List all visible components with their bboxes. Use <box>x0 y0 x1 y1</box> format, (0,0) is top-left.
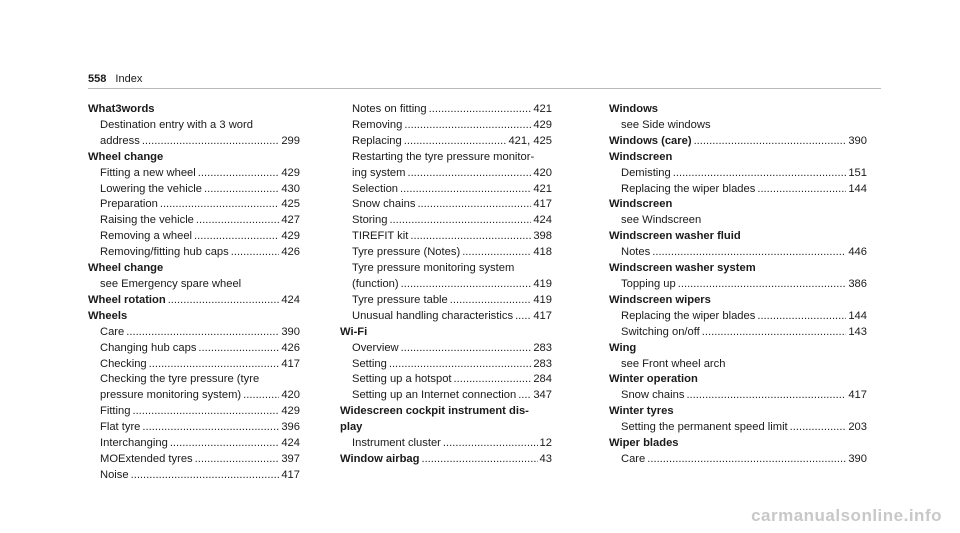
leader-dots <box>410 229 531 245</box>
index-subentry-text: Raising the vehicle <box>100 214 194 227</box>
index-subentry-text: Notes <box>621 246 651 259</box>
index-subentry-text: Replacing the wiper blades <box>621 309 756 322</box>
leader-dots <box>170 436 280 452</box>
index-column-3 <box>609 102 867 468</box>
index-subentry-text: Preparation <box>100 198 158 211</box>
leader-dots <box>198 166 280 182</box>
index-subentry <box>609 420 867 436</box>
index-subentry <box>88 213 300 229</box>
page-ref[interactable]: 203 <box>848 421 867 434</box>
leader-dots <box>678 277 847 293</box>
index-subentry <box>340 293 552 309</box>
wheels-subentries-3 <box>340 102 552 150</box>
wheel-change-subentries <box>88 166 300 261</box>
see-reference[interactable]: see Windscreen <box>621 214 702 227</box>
index-subentry: (function) ..... 419 <box>340 277 552 293</box>
index-keyword: Windows <box>609 103 658 115</box>
index-subentry: ing system ..... 420 <box>340 166 552 182</box>
index-subentry <box>609 325 867 341</box>
leader-dots <box>429 102 532 118</box>
page-ref[interactable]: 397 <box>281 452 300 465</box>
wheels-subentries-2 <box>88 404 300 484</box>
index-column-1 <box>88 102 300 484</box>
index-subentry <box>88 245 300 261</box>
leader-dots <box>231 245 280 261</box>
page-ref[interactable]: 390 <box>848 452 867 465</box>
leader-dots <box>673 166 847 182</box>
index-keyword: Wiper blades <box>609 437 679 450</box>
leader-dots <box>647 452 846 468</box>
leader-dots <box>401 341 532 357</box>
page-ref[interactable]: 430 <box>281 182 300 195</box>
leader-dots <box>518 388 531 404</box>
index-subentry-text: MOExtended tyres <box>100 452 193 465</box>
page-ref[interactable]: 396 <box>281 421 300 434</box>
index-subentry <box>609 388 867 404</box>
page-ref[interactable]: 426 <box>281 246 300 259</box>
page-ref[interactable]: 390 <box>848 134 867 147</box>
page-ref[interactable]: 429 <box>533 118 552 131</box>
index-subentry-text: Replacing the wiper blades <box>621 182 756 195</box>
see-reference[interactable]: see Side windows <box>621 118 711 131</box>
washer-system-subentries <box>609 277 867 293</box>
index-subentry-text: Switching on/off <box>621 325 700 338</box>
index-subentry-text: Checking the tyre pressure (tyre <box>100 373 260 386</box>
index-keyword: What3words <box>88 103 155 115</box>
index-subentry-text: Checking <box>100 357 147 370</box>
page-ref[interactable]: 143 <box>848 325 867 338</box>
leader-dots <box>450 293 532 309</box>
index-keyword: Wheels <box>88 309 128 322</box>
index-subentry-text: Selection <box>352 182 399 195</box>
page-ref[interactable]: 420 <box>533 166 552 179</box>
index-subentry-text: Topping up <box>621 277 676 290</box>
index-subentry-text: Setting the permanent speed limit <box>621 421 788 434</box>
index-subentry-text: Removing a wheel <box>100 230 193 243</box>
page-ref[interactable]: 429 <box>281 166 300 179</box>
leader-dots <box>462 245 531 261</box>
page-ref[interactable]: 43 <box>539 452 552 465</box>
index-subentry <box>609 277 867 293</box>
page-ref[interactable]: 417 <box>281 468 300 481</box>
index-subentry: address ..... 299 <box>88 134 300 150</box>
index-subentry <box>88 166 300 182</box>
index-subentry <box>88 452 300 468</box>
leader-dots <box>686 388 846 404</box>
leader-dots <box>443 436 538 452</box>
leader-dots <box>404 118 531 134</box>
index-subentry <box>340 341 552 357</box>
index-subentry <box>340 245 552 261</box>
leader-dots <box>417 197 531 213</box>
index-keyword: Windscreen wipers <box>609 293 711 306</box>
page-ref[interactable]: 417 <box>533 309 552 322</box>
page-ref[interactable]: 421 <box>533 103 552 115</box>
index-keyword-cont: play <box>340 421 363 434</box>
index-subentry-text: Changing hub caps <box>100 341 197 354</box>
page-ref[interactable]: 398 <box>533 230 552 243</box>
index-subentry-text: Snow chains <box>352 198 416 211</box>
page-ref[interactable]: 144 <box>848 309 867 322</box>
index-column-2 <box>340 102 552 468</box>
index-keyword: Windscreen washer system <box>609 262 756 275</box>
index-subentry-text: Care <box>100 325 125 338</box>
leader-dots <box>652 245 846 261</box>
leader-dots <box>757 309 846 325</box>
index-subentry <box>340 197 552 213</box>
index-subentry <box>609 182 867 198</box>
index-subentry-text: Snow chains <box>621 389 685 402</box>
leader-dots <box>204 182 279 198</box>
page-ref[interactable]: 390 <box>281 325 300 338</box>
index-subentry <box>88 404 300 420</box>
leader-dots <box>132 404 279 420</box>
index-keyword: Widescreen cockpit instrument dis- <box>340 405 529 418</box>
leader-dots <box>454 372 532 388</box>
header-divider <box>88 88 881 89</box>
page-ref[interactable]: 427 <box>281 214 300 227</box>
index-subentry-text: Fitting <box>100 405 131 418</box>
page-ref[interactable]: 429 <box>281 405 300 418</box>
index-keyword: Wing <box>609 341 637 354</box>
leader-dots <box>149 357 280 373</box>
leader-dots <box>389 357 531 373</box>
page-number: 558 <box>88 73 107 85</box>
index-subentry-text: Fitting a new wheel <box>100 166 196 179</box>
index-keyword: Windscreen washer fluid <box>609 230 741 243</box>
index-subentry <box>609 245 867 261</box>
leader-dots <box>404 134 507 150</box>
page-ref[interactable]: 12 <box>539 437 552 450</box>
page-ref[interactable]: 386 <box>848 277 867 290</box>
winter-op-subentries <box>609 388 867 404</box>
page-ref[interactable]: 417 <box>533 198 552 211</box>
index-subentry: pressure monitoring system) ..... 420 <box>88 388 300 404</box>
index-subentry-text: Interchanging <box>100 437 168 450</box>
leader-dots <box>160 197 279 213</box>
wheels-subentries-4 <box>340 182 552 262</box>
leader-dots <box>195 452 280 468</box>
page-ref[interactable]: 424 <box>533 214 552 227</box>
page-ref[interactable]: 429 <box>281 230 300 243</box>
leader-dots <box>400 182 531 198</box>
page-ref[interactable]: 425 <box>281 198 300 211</box>
page-ref[interactable]: 424 <box>281 293 300 306</box>
leader-dots <box>126 325 279 341</box>
page-ref[interactable]: 284 <box>533 373 552 386</box>
index-subentry-text: Noise <box>100 468 129 481</box>
index-subentry <box>340 229 552 245</box>
index-keyword: Winter operation <box>609 373 698 386</box>
wheels-subentries <box>88 325 300 373</box>
leader-dots <box>131 468 280 484</box>
see-reference[interactable]: see Front wheel arch <box>621 357 726 370</box>
index-subentry-text: Storing <box>352 214 388 227</box>
index-keyword-with-page: Wheel rotation ..... 424 <box>88 293 300 309</box>
widescreen-subentries <box>340 436 552 452</box>
index-subentry <box>340 309 552 325</box>
leader-dots <box>515 309 531 325</box>
wheels-subentries-5 <box>340 293 552 325</box>
index-subentry-text: Care <box>621 452 646 465</box>
winter-tyres-subentries <box>609 420 867 436</box>
index-subentry-text: Restarting the tyre pressure monitor- <box>352 150 535 163</box>
index-subentry <box>340 388 552 404</box>
index-subentry <box>340 118 552 134</box>
page-ref[interactable]: 419 <box>533 293 552 306</box>
page-ref[interactable]: 299 <box>281 134 300 147</box>
index-subentry <box>88 182 300 198</box>
leader-dots <box>790 420 847 436</box>
index-subentry <box>88 436 300 452</box>
index-subentry <box>340 102 552 118</box>
wiper-blades-subentries <box>609 452 867 468</box>
index-subentry <box>88 357 300 373</box>
page-ref[interactable]: 417 <box>281 357 300 370</box>
index-keyword: Wi-Fi <box>340 325 368 338</box>
page-ref[interactable]: 151 <box>848 166 867 179</box>
index-subentry-text: Setting up a hotspot <box>352 373 452 386</box>
page-ref[interactable]: 420 <box>281 389 300 402</box>
index-subentry-text: Flat tyre <box>100 421 141 434</box>
page-ref[interactable]: 283 <box>533 357 552 370</box>
windscreen-subentries <box>609 166 867 198</box>
index-keyword: Windscreen <box>609 198 673 211</box>
watermark: carmanualsonline.info <box>751 506 942 525</box>
index-subentry <box>88 325 300 341</box>
index-keyword-with-page: Windows (care) ..... 390 <box>609 134 867 150</box>
index-subentry <box>609 309 867 325</box>
index-subentry-text: Setting up an Internet connection <box>352 389 517 402</box>
wipers-subentries <box>609 309 867 341</box>
index-subentry-text: Removing <box>352 118 403 131</box>
index-subentry-text: Destination entry with a 3 word <box>100 118 253 131</box>
index-keyword-with-page: Window airbag ..... 43 <box>340 452 552 468</box>
index-subentry-text: Instrument cluster <box>352 437 441 450</box>
leader-dots <box>757 182 846 198</box>
leader-dots <box>198 341 279 357</box>
index-subentry-text: TIREFIT kit <box>352 230 409 243</box>
index-keyword: Windscreen <box>609 150 673 163</box>
index-subentry <box>340 357 552 373</box>
index-subentry <box>340 436 552 452</box>
page-ref[interactable]: 144 <box>848 182 867 195</box>
leader-dots <box>196 213 279 229</box>
section-title: Index <box>115 73 143 85</box>
index-subentry-text: Tyre pressure (Notes) <box>352 246 461 259</box>
index-subentry-text: Tyre pressure monitoring system <box>352 262 515 275</box>
see-reference[interactable]: see Emergency spare wheel <box>100 277 242 290</box>
page-ref[interactable]: 421, 425 <box>508 134 552 147</box>
page-ref[interactable]: 419 <box>533 277 552 290</box>
index-subentry <box>609 166 867 182</box>
page-ref[interactable]: 347 <box>533 389 552 402</box>
index-subentry-text: Lowering the vehicle <box>100 182 202 195</box>
index-subentry-text: Demisting <box>621 166 671 179</box>
index-subentry-text: Removing/fitting hub caps <box>100 246 229 259</box>
page-ref[interactable]: 446 <box>848 246 867 259</box>
page-ref[interactable]: 424 <box>281 437 300 450</box>
index-subentry-text: Overview <box>352 341 399 354</box>
index-subentry <box>88 197 300 213</box>
leader-dots <box>194 229 279 245</box>
index-subentry-text: Notes on fitting <box>352 103 427 115</box>
index-subentry <box>88 341 300 357</box>
index-subentry <box>88 229 300 245</box>
index-subentry <box>340 372 552 388</box>
page-ref[interactable]: 426 <box>281 341 300 354</box>
index-subentry-text: Unusual handling characteristics <box>352 309 514 322</box>
index-subentry <box>340 213 552 229</box>
index-keyword: Wheel change <box>88 150 164 163</box>
wifi-subentries <box>340 341 552 405</box>
page-ref[interactable]: 417 <box>848 389 867 402</box>
index-subentry <box>88 420 300 436</box>
index-keyword: Winter tyres <box>609 405 674 418</box>
washer-fluid-subentries <box>609 245 867 261</box>
index-subentry <box>609 452 867 468</box>
index-keyword: Wheel change <box>88 262 164 275</box>
page-header <box>88 73 142 85</box>
page-ref[interactable]: 418 <box>533 246 552 259</box>
leader-dots <box>142 420 279 436</box>
index-subentry <box>340 182 552 198</box>
index-subentry-text: Replacing <box>352 134 402 147</box>
index-subentry <box>340 134 552 150</box>
index-subentry-text: Tyre pressure table <box>352 293 448 306</box>
index-subentry <box>88 468 300 484</box>
leader-dots <box>389 213 531 229</box>
page-ref[interactable]: 421 <box>533 182 552 195</box>
page-ref[interactable]: 283 <box>533 341 552 354</box>
leader-dots <box>702 325 847 341</box>
index-subentry-text: Setting <box>352 357 387 370</box>
